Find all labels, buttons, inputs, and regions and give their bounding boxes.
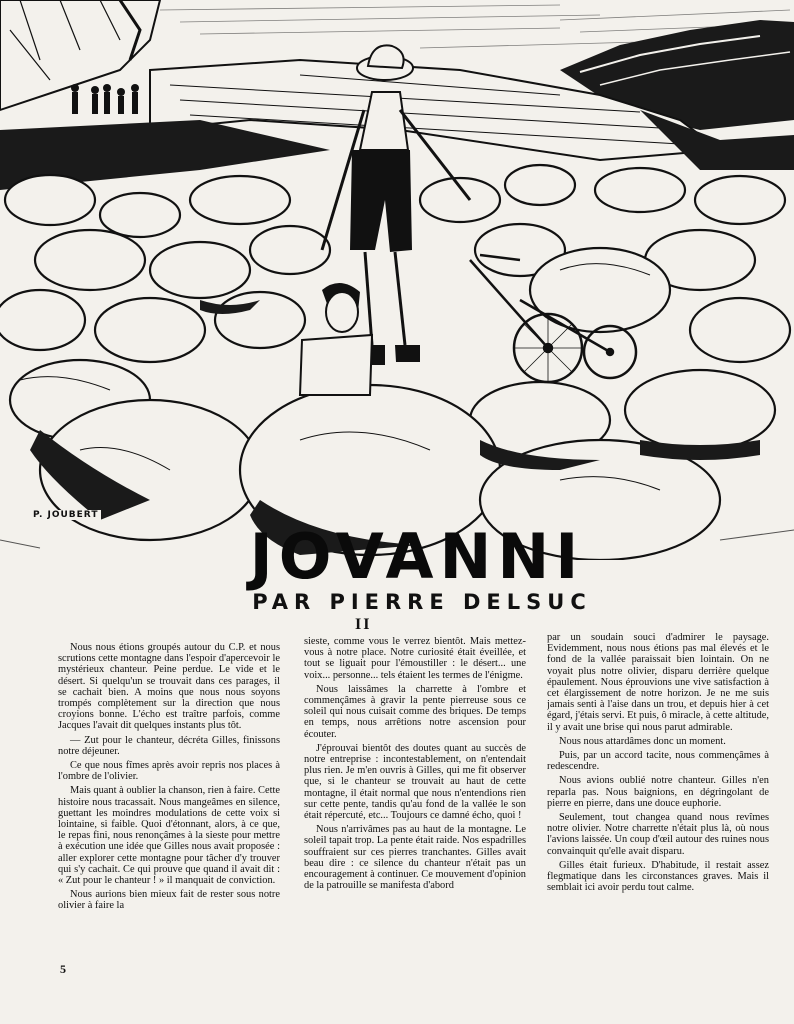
paragraph: Seulement, tout changea quand nous revîmes notre olivier. Notre charrette n'était plus là, où nous l'avions laissée. Un coup d'œil autour des ruines nous convainquit qu'elle avait disparu. bbox=[547, 812, 769, 857]
paragraph: Puis, par un accord tacite, nous commençâmes à redescendre. bbox=[547, 750, 769, 773]
page-number: 5 bbox=[60, 962, 66, 976]
article-byline: PAR PIERRE DELSUC bbox=[252, 590, 592, 614]
part-number: II bbox=[355, 616, 372, 633]
paragraph: J'éprouvai bientôt des doutes quant au succès de notre entreprise : incontestablement, on n'entendait plus rien. Je m'en ouvris à Gilles, qui me fit observer que, si le chanteur se trouvait au haut de cette montagne, il était normal que nous n'entendions rien sur cette pente, tandis qu'au fond de la vallée le son était répercuté, etc... Toujours ce damné écho, quoi ! bbox=[304, 742, 526, 822]
paragraph: Nous nous attardâmes donc un moment. bbox=[559, 735, 726, 747]
text-column-2 bbox=[304, 636, 526, 971]
paragraph: Nous avions oublié notre chanteur. Gilles n'en reparla pas. Nous baignions, en dégringolant de pierre en pierre, dans une douce euphorie. bbox=[547, 775, 769, 809]
paragraph: Nous n'arrivâmes pas au haut de la montagne. Le soleil tapait trop. La pente était raide. Nos espadrilles souffraient sur ces pierres tranchantes. Gilles avait beau dire : ce silence du chanteur n'était pas un encouragement à continuer. Ce mouvement d'opinion de la patrouille se manifesta d'abord bbox=[304, 824, 526, 892]
paragraph: sieste, comme vous le verrez bientôt. Mais mettez-vous à notre place. Notre curiosité était éveillée, et tout se liguait pour l'émoustiller : le désert... une voix... personne... tels étaient les termes de l'énigme. bbox=[304, 636, 526, 681]
paragraph: Nous laissâmes la charrette à l'ombre et commençâmes à gravir la pente pierreuse sous ce soleil qui nous cuisait comme des briques. De temps en temps, nous arrêtions notre ascension pour écouter. bbox=[304, 683, 526, 740]
paragraph: Gilles était furieux. D'habitude, il restait assez flegmatique dans les circonstances graves. Mais il semblait ici avoir perdu tout calme. bbox=[547, 859, 769, 894]
article-body bbox=[58, 632, 770, 971]
paragraph: Nous aurions bien mieux fait de rester sous notre olivier à faire la bbox=[58, 889, 280, 912]
text-column-3 bbox=[547, 632, 769, 967]
article-title: JOVANNI bbox=[249, 520, 585, 593]
paragraph: Nous nous étions groupés autour du C.P. et nous scrutions cette montagne dans l'espoir d'apercevoir le mystérieux chanteur. Peine perdue. Le vide et le désert. Si quelqu'un se trouvait dans ces parages, il se cachait bien. A moins que nous nous soyons trompés complètement sur la direction que nous croyions bonne. L'écho est traître parfois, comme Jacques l'avait dit quelques instants plus tôt. bbox=[58, 642, 280, 732]
paragraph: Ce que nous fîmes après avoir repris nos places à l'ombre de l'olivier. bbox=[58, 760, 280, 783]
paragraph: Mais quant à oublier la chanson, rien à faire. Cette histoire nous tracassait. Nous mangeâmes en silence, guettant les moindres modulations de cette voix si lointaine, si faible. Quoi d'étonnant, alors, à ce que, le repas fini, nous renonçâmes à la sieste pour mettre à exécution une idée que Gilles nous avait proposée : aller explorer cette montagne pour tâcher d'y trouver qui s'y cachait. Ce qui prouve que quand il avait dit : « Zut pour le chanteur ! » il manquait de conviction. bbox=[58, 785, 280, 887]
paragraph: — Zut pour le chanteur, décréta Gilles, finissons notre déjeuner. bbox=[58, 734, 280, 757]
illustrator-signature: P. JOUBERT bbox=[30, 510, 101, 520]
paragraph: par un soudain souci d'admirer le paysage. Evidemment, nous nous étions pas mal élevés et le fond de la vallée paraissait bien lointain. On ne voyait plus notre olivier, disparu derrière quelque épaulement. Nous éprouvions une vive satisfaction à cet élargissement de notre horizon. Je ne me suis jamais senti à l'aise dans un trou, et depuis hier à cet égard, j'étais servi. Et puis, ô miracle, à cette altitude, il y avait une brise qui nous parut admirable. bbox=[547, 632, 769, 733]
text-column-1 bbox=[58, 642, 280, 977]
